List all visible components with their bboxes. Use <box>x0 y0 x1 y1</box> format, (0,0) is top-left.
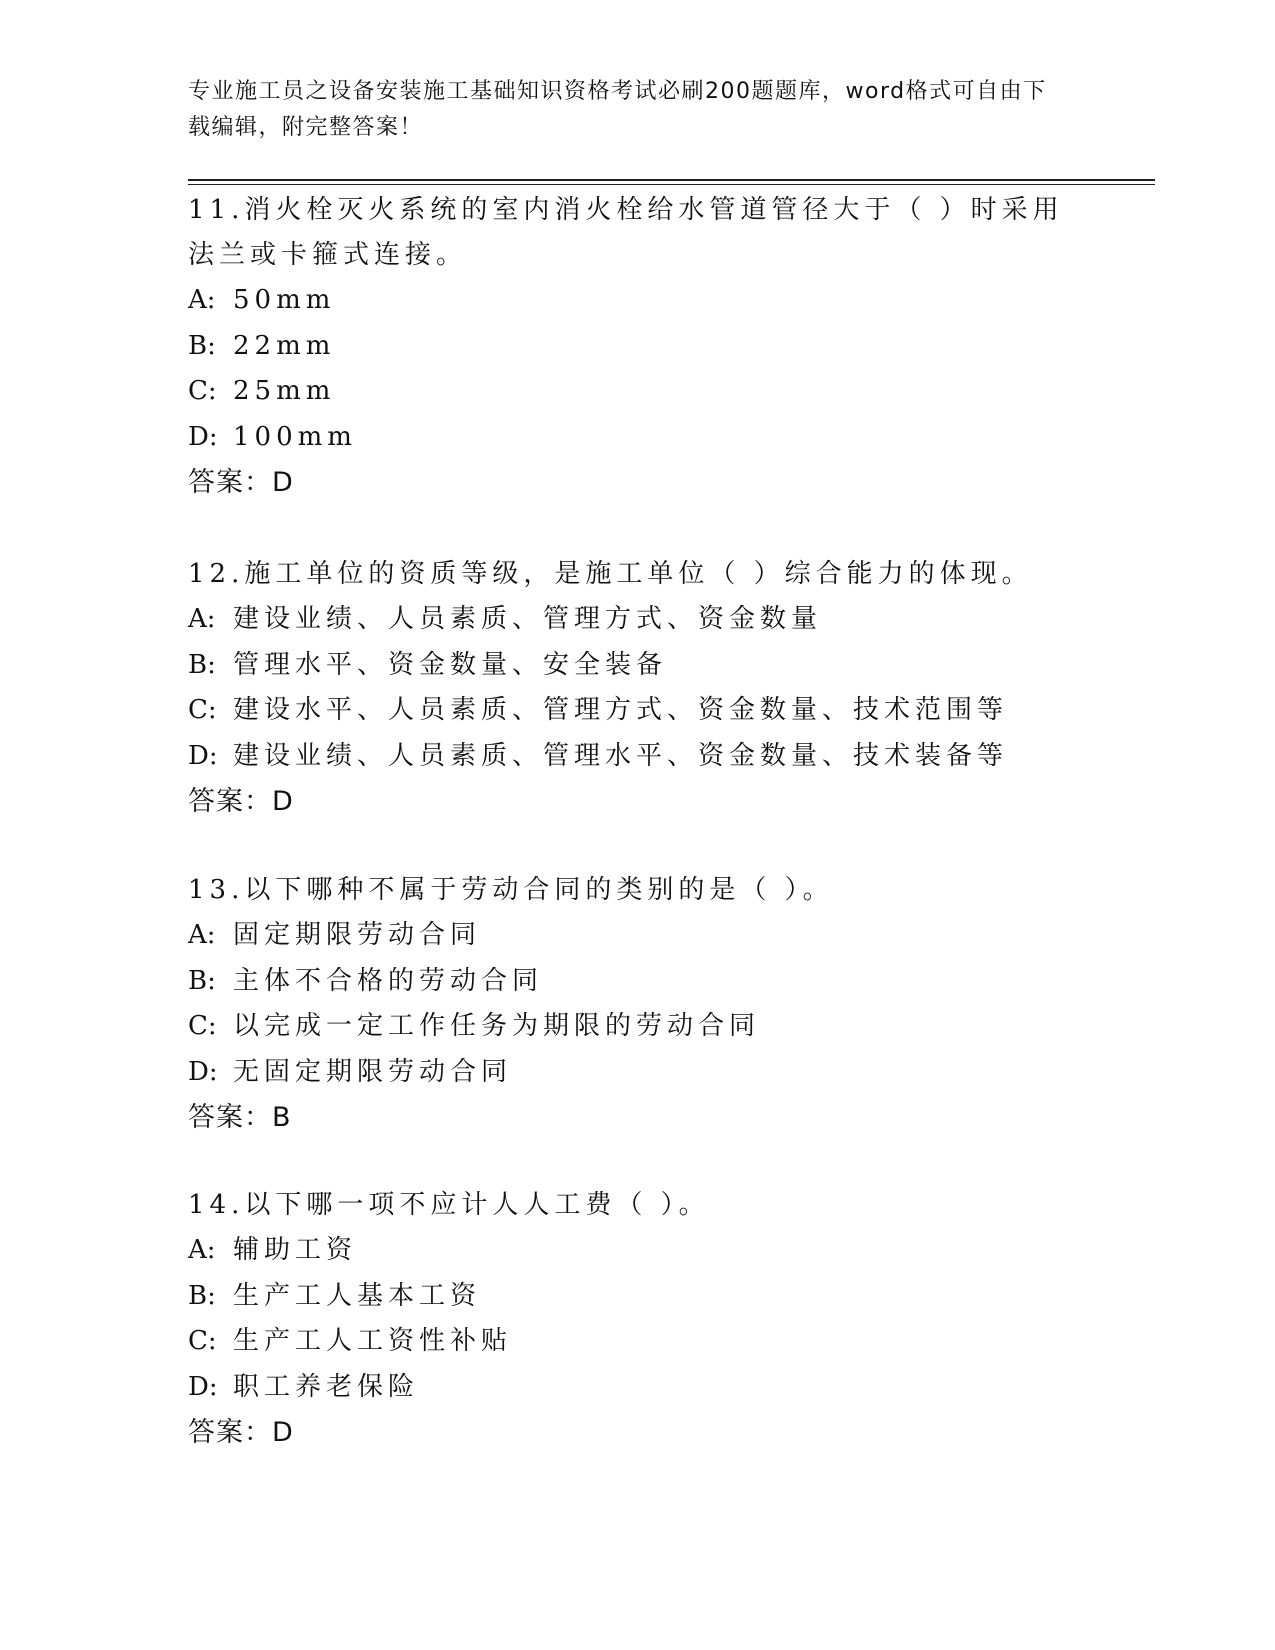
answer-line: 答案：D <box>188 786 294 817</box>
answer-line: 答案：D <box>188 467 294 498</box>
question-11 <box>188 188 1068 505</box>
option-text: 以完成一定工作任务为期限的劳动合同 <box>233 1011 761 1041</box>
option-b <box>188 643 1068 689</box>
option-text: 100mm <box>233 421 357 452</box>
option-text: 固定期限劳动合同 <box>233 920 482 950</box>
option-text: 生产工人基本工资 <box>233 1280 482 1311</box>
option-letter: C: <box>188 1011 217 1041</box>
option-letter: D: <box>188 1056 218 1087</box>
option-text: 建设业绩、人员素质、管理水平、资金数量、技术装备等 <box>233 740 1009 771</box>
option-text: 辅助工资 <box>233 1235 358 1265</box>
option-text: 建设水平、人员素质、管理方式、资金数量、技术范围等 <box>233 695 1009 725</box>
option-c <box>188 369 1068 415</box>
option-a <box>188 597 1068 643</box>
header-divider-thick <box>188 179 1155 181</box>
option-text: 无固定期限劳动合同 <box>233 1056 513 1087</box>
question-stem: 11.消火栓灭火系统的室内消火栓给水管道管径大于（ ）时采用法兰或卡箍式连接。 <box>188 195 1064 270</box>
answer-line: 答案：B <box>188 1102 292 1133</box>
option-letter: B: <box>188 649 216 680</box>
option-letter: C: <box>188 695 217 725</box>
header-divider-thin <box>188 184 1155 185</box>
option-text: 职工养老保险 <box>233 1371 420 1402</box>
option-text: 50mm <box>233 285 336 315</box>
option-letter: D: <box>188 1371 218 1402</box>
question-12 <box>188 552 1068 824</box>
question-stem: 14.以下哪一项不应计人人工费（ ）。 <box>188 1190 710 1220</box>
option-text: 主体不合格的劳动合同 <box>233 965 544 996</box>
option-letter: A: <box>188 604 216 634</box>
option-a <box>188 1228 1068 1274</box>
option-d <box>188 1365 1068 1411</box>
option-c <box>188 1004 1068 1050</box>
option-letter: C: <box>188 376 217 406</box>
option-letter: A: <box>188 920 216 950</box>
option-letter: D: <box>188 421 218 452</box>
option-letter: B: <box>188 330 216 361</box>
option-d <box>188 734 1068 780</box>
answer-line: 答案：D <box>188 1417 294 1448</box>
option-letter: B: <box>188 1280 216 1311</box>
option-c <box>188 1319 1068 1365</box>
option-d <box>188 415 1068 461</box>
option-letter: C: <box>188 1326 217 1356</box>
option-text: 22mm <box>233 330 336 361</box>
question-stem: 12.施工单位的资质等级，是施工单位（ ）综合能力的体现。 <box>188 559 1033 589</box>
option-text: 25mm <box>233 376 336 406</box>
question-stem: 13.以下哪种不属于劳动合同的类别的是（ ）。 <box>188 875 834 905</box>
option-a <box>188 913 1068 959</box>
option-b <box>188 959 1068 1005</box>
option-d <box>188 1050 1068 1096</box>
option-b <box>188 1274 1068 1320</box>
option-text: 生产工人工资性补贴 <box>233 1326 513 1356</box>
option-a <box>188 278 1068 324</box>
question-13 <box>188 868 1068 1140</box>
option-letter: A: <box>188 1235 216 1265</box>
option-text: 管理水平、资金数量、安全装备 <box>233 649 668 680</box>
question-14 <box>188 1183 1068 1455</box>
option-text: 建设业绩、人员素质、管理方式、资金数量 <box>233 604 823 634</box>
option-letter: B: <box>188 965 216 996</box>
option-c <box>188 688 1068 734</box>
option-b <box>188 324 1068 370</box>
option-letter: D: <box>188 740 218 771</box>
document-header: 专业施工员之设备安装施工基础知识资格考试必刷200题题库，word格式可自由下载编辑，附完整答案！ <box>188 79 1047 140</box>
option-letter: A: <box>188 285 216 315</box>
